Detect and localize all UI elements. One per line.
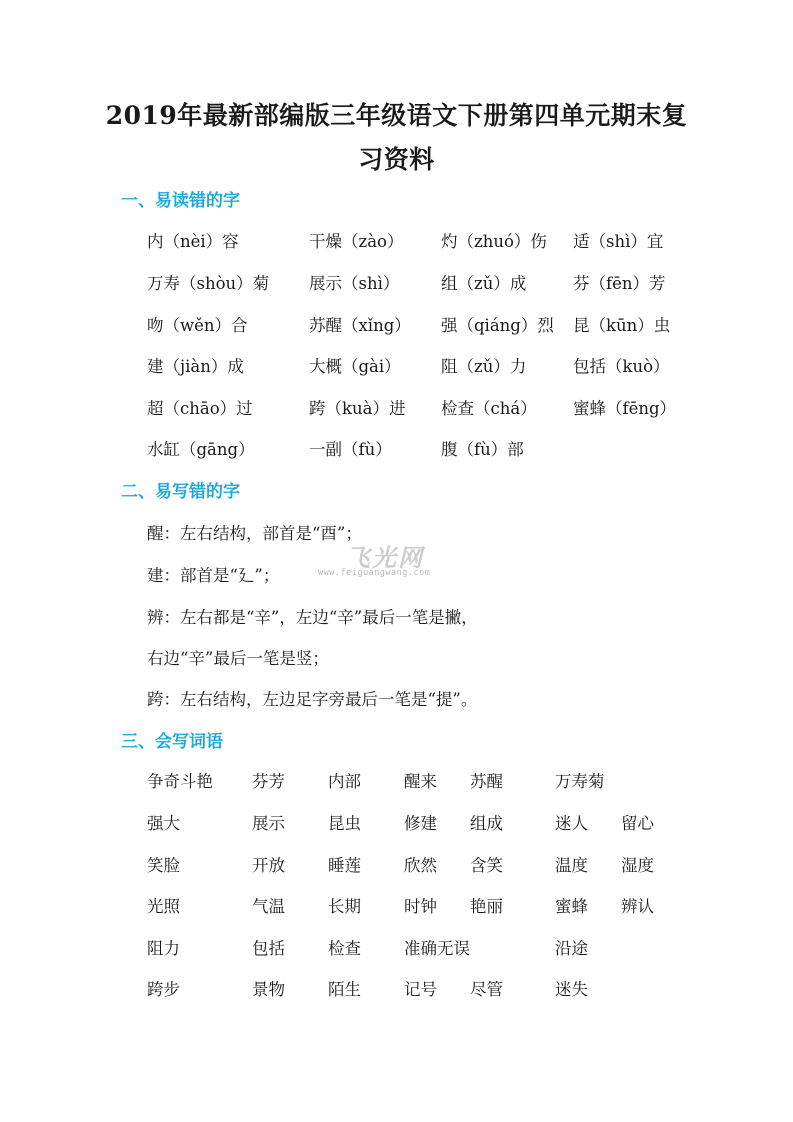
miswritten-note-5: 跨：左右结构，左边足字旁最后一笔是“提”。 [147,690,478,709]
misread-word: 万寿（shòu）菊 [147,274,270,293]
watermark-url: www.feiguangwang.com [318,568,431,578]
vocabulary-row [0,854,793,878]
vocabulary-word: 跨步 [147,980,180,999]
vocabulary-word: 陌生 [328,980,361,999]
vocabulary-row [0,812,793,836]
misread-row [0,438,793,462]
vocabulary-word: 强大 [147,814,180,833]
section-heading-miswritten: 二、易写错的字 [121,482,240,502]
miswritten-note-1: 醒：左右结构，部首是“酉”； [147,524,362,543]
vocabulary-word: 光照 [147,897,180,916]
misread-word: 阻（zǔ）力 [441,357,527,376]
vocabulary-word: 留心 [621,814,654,833]
vocabulary-word: 内部 [328,772,361,791]
vocabulary-word: 迷人 [555,814,588,833]
miswritten-note-3: 辨：左右都是“辛”，左边“辛”最后一笔是撇， [147,608,478,627]
vocabulary-word: 昆虫 [328,814,361,833]
vocabulary-word: 时钟 [404,897,437,916]
section-heading-words: 三、会写词语 [121,732,223,752]
vocabulary-word: 准确无误 [404,939,470,958]
misread-word: 芬（fēn）芳 [573,274,666,293]
watermark-logo: 飞光网 [346,544,424,572]
vocabulary-word: 争奇斗艳 [147,772,213,791]
vocabulary-word: 艳丽 [470,897,503,916]
vocabulary-word: 苏醒 [470,772,503,791]
vocabulary-word: 开放 [252,856,285,875]
vocabulary-word: 展示 [252,814,285,833]
vocabulary-word: 笑脸 [147,856,180,875]
misread-word: 蜜蜂（fēng） [573,399,677,418]
vocabulary-word: 温度 [555,856,588,875]
misread-word: 吻（wěn）合 [147,316,248,335]
misread-word: 内（nèi）容 [147,232,239,251]
document-title-line-2: 习资料 [358,145,435,174]
misread-row [0,314,793,338]
misread-word: 强（qiáng）烈 [441,316,554,335]
misread-word: 包括（kuò） [573,357,670,376]
vocabulary-word: 迷失 [555,980,588,999]
vocabulary-word: 修建 [404,814,437,833]
misread-word: 检查（chá） [441,399,537,418]
section-heading-misread: 一、易读错的字 [121,191,240,211]
misread-row [0,355,793,379]
misread-word: 跨（kuà）进 [309,399,406,418]
vocabulary-word: 记号 [404,980,437,999]
misread-row [0,397,793,421]
misread-word: 苏醒（xǐng） [309,316,411,335]
misread-word: 灼（zhuó）伤 [441,232,547,251]
miswritten-note-2: 建：部首是“廴”； [147,566,280,585]
vocabulary-word: 包括 [252,939,285,958]
misread-word: 水缸（gāng） [147,440,255,459]
misread-word: 昆（kūn）虫 [573,316,671,335]
vocabulary-word: 沿途 [555,939,588,958]
vocabulary-word: 组成 [470,814,503,833]
vocabulary-row [0,770,793,794]
misread-row [0,230,793,254]
misread-word: 适（shì）宜 [573,232,664,251]
vocabulary-row [0,895,793,919]
vocabulary-word: 含笑 [470,856,503,875]
misread-word: 组（zǔ）成 [441,274,527,293]
misread-word: 腹（fù）部 [441,440,524,459]
miswritten-note-4: 右边“辛”最后一笔是竖； [147,649,329,668]
misread-row [0,272,793,296]
vocabulary-row [0,978,793,1002]
vocabulary-word: 气温 [252,897,285,916]
vocabulary-word: 湿度 [621,856,654,875]
vocabulary-word: 万寿菊 [555,772,605,791]
watermark [318,540,468,590]
vocabulary-word: 蜜蜂 [555,897,588,916]
vocabulary-word: 醒来 [404,772,437,791]
vocabulary-word: 检查 [328,939,361,958]
vocabulary-word: 阻力 [147,939,180,958]
vocabulary-row [0,937,793,961]
misread-word: 展示（shì） [309,274,400,293]
vocabulary-word: 睡莲 [328,856,361,875]
misread-word: 干燥（zào） [309,232,404,251]
vocabulary-word: 芬芳 [252,772,285,791]
misread-word: 一副（fù） [309,440,392,459]
vocabulary-word: 景物 [252,980,285,999]
vocabulary-word: 尽管 [470,980,503,999]
misread-word: 超（chāo）过 [147,399,253,418]
vocabulary-word: 长期 [328,897,361,916]
vocabulary-word: 欣然 [404,856,437,875]
misread-word: 大概（gài） [309,357,401,376]
document-title-line-1: 2019年最新部编版三年级语文下册第四单元期末复 [105,101,688,130]
vocabulary-word: 辨认 [621,897,654,916]
misread-word: 建（jiàn）成 [147,357,244,376]
